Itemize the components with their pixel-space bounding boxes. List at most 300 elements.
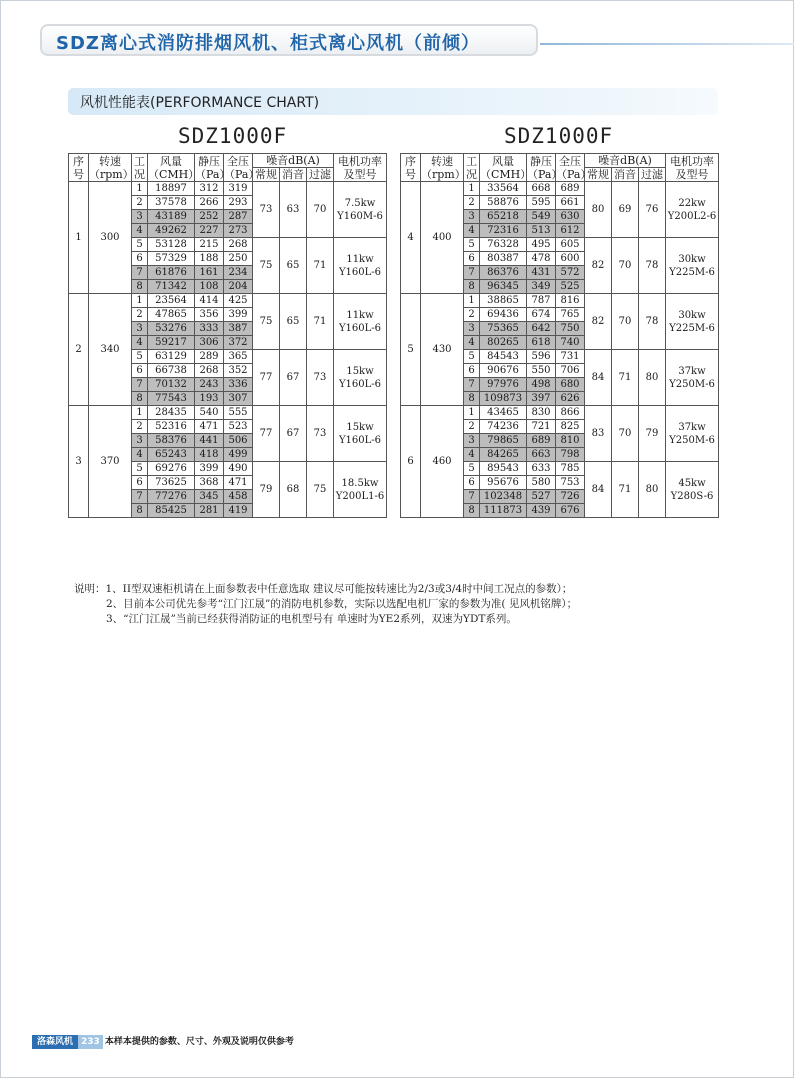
total-pressure-cell: 555 [224, 406, 253, 420]
motor-model: Y200L2-6 [667, 210, 717, 222]
total-pressure-cell: 490 [224, 462, 253, 476]
table-row [401, 294, 719, 308]
flow-cell: 74236 [480, 420, 527, 434]
flow-cell: 80387 [480, 252, 527, 266]
static-pressure-cell: 618 [527, 336, 556, 350]
flow-cell: 80265 [480, 336, 527, 350]
cond-cell: 5 [464, 350, 480, 364]
motor-model: Y160M-6 [337, 210, 383, 222]
motor-power: 45kw [678, 477, 706, 489]
speed-cell: 430 [421, 294, 464, 406]
model-title-right: SDZ1000F [504, 124, 614, 148]
noise-normal-cell: 82 [585, 238, 612, 294]
page-title: SDZ离心式消防排烟风机、柜式离心风机（前倾） [56, 33, 480, 54]
cond-cell: 5 [132, 462, 148, 476]
cond-cell: 6 [132, 364, 148, 378]
static-pressure-cell: 513 [527, 224, 556, 238]
flow-cell: 59217 [148, 336, 195, 350]
static-pressure-cell: 418 [195, 448, 224, 462]
total-pressure-cell: 204 [224, 280, 253, 294]
cond-cell: 5 [132, 238, 148, 252]
flow-cell: 97976 [480, 378, 527, 392]
motor-model: Y225M-6 [669, 322, 715, 334]
cond-cell: 6 [464, 252, 480, 266]
total-pressure-cell: 525 [556, 280, 585, 294]
cond-cell: 8 [132, 392, 148, 406]
flow-cell: 86376 [480, 266, 527, 280]
noise-filtered-cell: 71 [307, 238, 334, 294]
noise-filtered-cell: 80 [639, 462, 666, 518]
total-pressure-cell: 798 [556, 448, 585, 462]
motor-cell [666, 350, 719, 406]
table-row [401, 182, 719, 196]
header-flow: 风量 （CMH） [480, 154, 532, 181]
flow-cell: 111873 [480, 504, 527, 518]
header-noise: 噪音dB(A) [585, 154, 666, 168]
motor-power: 11kw [346, 309, 374, 321]
motor-cell [334, 406, 387, 462]
flow-cell: 49262 [148, 224, 195, 238]
seq-cell: 1 [69, 182, 89, 294]
static-pressure-cell: 345 [195, 490, 224, 504]
static-pressure-cell: 498 [527, 378, 556, 392]
header-noise-silenced: 消音 [612, 168, 639, 182]
motor-cell [334, 238, 387, 294]
performance-table-right [400, 153, 719, 518]
static-pressure-cell: 266 [195, 196, 224, 210]
cond-cell: 5 [132, 350, 148, 364]
motor-power: 11kw [346, 253, 374, 265]
notes-label: 说明： [74, 583, 106, 595]
motor-model: Y160L-6 [338, 434, 382, 446]
cond-cell: 5 [464, 238, 480, 252]
noise-filtered-cell: 73 [307, 406, 334, 462]
noise-filtered-cell: 78 [639, 294, 666, 350]
header-condition: 工况 [132, 154, 148, 182]
table-row [69, 294, 387, 308]
static-pressure-cell: 642 [527, 322, 556, 336]
cond-cell: 2 [132, 308, 148, 322]
static-pressure-cell: 596 [527, 350, 556, 364]
flow-cell: 90676 [480, 364, 527, 378]
noise-silenced-cell: 71 [612, 350, 639, 406]
static-pressure-cell: 399 [195, 462, 224, 476]
speed-cell: 300 [89, 182, 132, 294]
cond-cell: 7 [464, 266, 480, 280]
flow-cell: 66738 [148, 364, 195, 378]
cond-cell: 6 [464, 476, 480, 490]
cond-cell: 2 [132, 196, 148, 210]
flow-cell: 57329 [148, 252, 195, 266]
performance-table-left [68, 153, 387, 518]
seq-cell: 6 [401, 406, 421, 518]
static-pressure-cell: 580 [527, 476, 556, 490]
static-pressure-cell: 356 [195, 308, 224, 322]
static-pressure-cell: 549 [527, 210, 556, 224]
total-pressure-cell: 336 [224, 378, 253, 392]
motor-power: 15kw [346, 365, 374, 377]
cond-cell: 3 [132, 434, 148, 448]
noise-normal-cell: 84 [585, 350, 612, 406]
motor-cell [334, 182, 387, 238]
noise-normal-cell: 73 [253, 182, 280, 238]
motor-cell [666, 182, 719, 238]
total-pressure-cell: 319 [224, 182, 253, 196]
model-title-left: SDZ1000F [178, 124, 288, 148]
motor-power: 30kw [678, 309, 706, 321]
motor-power: 37kw [678, 421, 706, 433]
noise-silenced-cell: 71 [612, 462, 639, 518]
cond-cell: 4 [464, 448, 480, 462]
flow-cell: 96345 [480, 280, 527, 294]
noise-filtered-cell: 76 [639, 182, 666, 238]
total-pressure-cell: 307 [224, 392, 253, 406]
note-line-2: 2、目前本公司优先参考“江门江晟”的消防电机参数，实际以选配电机厂家的参数为准( 见风机铭牌）； [106, 598, 578, 610]
static-pressure-cell: 193 [195, 392, 224, 406]
flow-cell: 53128 [148, 238, 195, 252]
header-noise-normal: 常规 [585, 168, 612, 182]
static-pressure-cell: 243 [195, 378, 224, 392]
total-pressure-cell: 612 [556, 224, 585, 238]
note-line-3: 3、“江门江晟”当前已经获得消防证的电机型号有 单速时为YE2系列，双速为YDT系列。 [106, 613, 517, 625]
total-pressure-cell: 750 [556, 322, 585, 336]
flow-cell: 70132 [148, 378, 195, 392]
header-motor: 电机功率及型号 [334, 154, 387, 182]
cond-cell: 3 [132, 322, 148, 336]
cond-cell: 6 [464, 364, 480, 378]
cond-cell: 3 [464, 322, 480, 336]
noise-normal-cell: 82 [585, 294, 612, 350]
total-pressure-cell: 572 [556, 266, 585, 280]
flow-cell: 89543 [480, 462, 527, 476]
cond-cell: 7 [464, 378, 480, 392]
total-pressure-cell: 765 [556, 308, 585, 322]
total-pressure-cell: 287 [224, 210, 253, 224]
flow-cell: 84265 [480, 448, 527, 462]
static-pressure-cell: 595 [527, 196, 556, 210]
total-pressure-cell: 785 [556, 462, 585, 476]
flow-cell: 95676 [480, 476, 527, 490]
static-pressure-cell: 689 [527, 434, 556, 448]
total-pressure-cell: 293 [224, 196, 253, 210]
total-pressure-cell: 661 [556, 196, 585, 210]
total-pressure-cell: 419 [224, 504, 253, 518]
noise-silenced-cell: 65 [280, 238, 307, 294]
cond-cell: 7 [132, 490, 148, 504]
motor-cell [666, 238, 719, 294]
motor-cell [666, 462, 719, 518]
total-pressure-cell: 605 [556, 238, 585, 252]
static-pressure-cell: 268 [195, 364, 224, 378]
flow-cell: 79865 [480, 434, 527, 448]
flow-cell: 69276 [148, 462, 195, 476]
static-pressure-cell: 439 [527, 504, 556, 518]
header-noise-filtered: 过滤 [307, 168, 334, 182]
motor-power: 15kw [346, 421, 374, 433]
total-pressure-cell: 268 [224, 238, 253, 252]
static-pressure-cell: 550 [527, 364, 556, 378]
table-row [401, 406, 719, 420]
cond-cell: 1 [464, 294, 480, 308]
motor-power: 30kw [678, 253, 706, 265]
header-motor: 电机功率及型号 [666, 154, 719, 182]
section-title: 风机性能表(PERFORMANCE CHART) [80, 95, 320, 111]
cond-cell: 6 [132, 252, 148, 266]
flow-cell: 72316 [480, 224, 527, 238]
noise-normal-cell: 79 [253, 462, 280, 518]
noise-silenced-cell: 69 [612, 182, 639, 238]
header-speed: 转速 （rpm） [89, 154, 134, 181]
flow-cell: 61876 [148, 266, 195, 280]
page-number: 233 [78, 1035, 103, 1049]
noise-normal-cell: 80 [585, 182, 612, 238]
footer [32, 1034, 294, 1048]
header-total-pressure: 全压 （Pa） [224, 154, 260, 181]
header-noise-normal: 常规 [253, 168, 280, 182]
motor-cell [334, 350, 387, 406]
motor-power: 22kw [678, 197, 706, 209]
flow-cell: 63129 [148, 350, 195, 364]
flow-cell: 84543 [480, 350, 527, 364]
header-noise-filtered: 过滤 [639, 168, 666, 182]
flow-cell: 85425 [148, 504, 195, 518]
noise-silenced-cell: 70 [612, 238, 639, 294]
noise-silenced-cell: 70 [612, 406, 639, 462]
cond-cell: 6 [132, 476, 148, 490]
flow-cell: 37578 [148, 196, 195, 210]
static-pressure-cell: 527 [527, 490, 556, 504]
flow-cell: 53276 [148, 322, 195, 336]
flow-cell: 58376 [148, 434, 195, 448]
noise-normal-cell: 83 [585, 406, 612, 462]
total-pressure-cell: 706 [556, 364, 585, 378]
noise-silenced-cell: 63 [280, 182, 307, 238]
cond-cell: 4 [132, 336, 148, 350]
flow-cell: 73625 [148, 476, 195, 490]
flow-cell: 65243 [148, 448, 195, 462]
static-pressure-cell: 495 [527, 238, 556, 252]
total-pressure-cell: 273 [224, 224, 253, 238]
total-pressure-cell: 523 [224, 420, 253, 434]
header-noise: 噪音dB(A) [253, 154, 334, 168]
motor-cell [666, 294, 719, 350]
static-pressure-cell: 188 [195, 252, 224, 266]
title-rule [540, 43, 794, 45]
speed-cell: 400 [421, 182, 464, 294]
flow-cell: 33564 [480, 182, 527, 196]
speed-cell: 460 [421, 406, 464, 518]
header-static-pressure: 静压 （Pa） [527, 154, 563, 181]
noise-filtered-cell: 78 [639, 238, 666, 294]
speed-cell: 370 [89, 406, 132, 518]
motor-cell [666, 406, 719, 462]
noise-filtered-cell: 70 [307, 182, 334, 238]
cond-cell: 8 [464, 392, 480, 406]
static-pressure-cell: 471 [195, 420, 224, 434]
cond-cell: 7 [132, 378, 148, 392]
total-pressure-cell: 506 [224, 434, 253, 448]
total-pressure-cell: 626 [556, 392, 585, 406]
flow-cell: 47865 [148, 308, 195, 322]
total-pressure-cell: 825 [556, 420, 585, 434]
flow-cell: 52316 [148, 420, 195, 434]
total-pressure-cell: 810 [556, 434, 585, 448]
static-pressure-cell: 161 [195, 266, 224, 280]
noise-filtered-cell: 71 [307, 294, 334, 350]
noise-silenced-cell: 67 [280, 350, 307, 406]
flow-cell: 77543 [148, 392, 195, 406]
seq-cell: 4 [401, 182, 421, 294]
section-header [68, 88, 718, 115]
title-banner [40, 24, 538, 56]
cond-cell: 8 [464, 504, 480, 518]
total-pressure-cell: 458 [224, 490, 253, 504]
noise-silenced-cell: 70 [612, 294, 639, 350]
total-pressure-cell: 816 [556, 294, 585, 308]
cond-cell: 5 [464, 462, 480, 476]
speed-cell: 340 [89, 294, 132, 406]
static-pressure-cell: 674 [527, 308, 556, 322]
cond-cell: 8 [132, 280, 148, 294]
static-pressure-cell: 281 [195, 504, 224, 518]
total-pressure-cell: 726 [556, 490, 585, 504]
total-pressure-cell: 753 [556, 476, 585, 490]
cond-cell: 7 [132, 266, 148, 280]
cond-cell: 4 [132, 224, 148, 238]
static-pressure-cell: 368 [195, 476, 224, 490]
total-pressure-cell: 680 [556, 378, 585, 392]
cond-cell: 2 [464, 420, 480, 434]
noise-filtered-cell: 79 [639, 406, 666, 462]
flow-cell: 76328 [480, 238, 527, 252]
cond-cell: 4 [464, 336, 480, 350]
static-pressure-cell: 108 [195, 280, 224, 294]
seq-cell: 3 [69, 406, 89, 518]
flow-cell: 18897 [148, 182, 195, 196]
static-pressure-cell: 333 [195, 322, 224, 336]
flow-cell: 65218 [480, 210, 527, 224]
total-pressure-cell: 387 [224, 322, 253, 336]
motor-model: Y160L-6 [338, 322, 382, 334]
total-pressure-cell: 399 [224, 308, 253, 322]
flow-cell: 58876 [480, 196, 527, 210]
header-flow: 风量 （CMH） [148, 154, 200, 181]
noise-silenced-cell: 65 [280, 294, 307, 350]
cond-cell: 2 [464, 308, 480, 322]
table-row [69, 406, 387, 420]
flow-cell: 77276 [148, 490, 195, 504]
flow-cell: 38865 [480, 294, 527, 308]
motor-model: Y250M-6 [669, 434, 715, 446]
flow-cell: 69436 [480, 308, 527, 322]
flow-cell: 28435 [148, 406, 195, 420]
static-pressure-cell: 668 [527, 182, 556, 196]
total-pressure-cell: 600 [556, 252, 585, 266]
total-pressure-cell: 425 [224, 294, 253, 308]
total-pressure-cell: 372 [224, 336, 253, 350]
total-pressure-cell: 740 [556, 336, 585, 350]
flow-cell: 109873 [480, 392, 527, 406]
noise-filtered-cell: 80 [639, 350, 666, 406]
static-pressure-cell: 633 [527, 462, 556, 476]
total-pressure-cell: 471 [224, 476, 253, 490]
total-pressure-cell: 499 [224, 448, 253, 462]
flow-cell: 23564 [148, 294, 195, 308]
total-pressure-cell: 676 [556, 504, 585, 518]
header-condition: 工况 [464, 154, 480, 182]
header-seq: 序号 [69, 154, 89, 182]
header-total-pressure: 全压 （Pa） [556, 154, 592, 181]
flow-cell: 71342 [148, 280, 195, 294]
header-static-pressure: 静压 （Pa） [195, 154, 231, 181]
motor-model: Y280S-6 [670, 490, 714, 502]
seq-cell: 5 [401, 294, 421, 406]
cond-cell: 4 [464, 224, 480, 238]
static-pressure-cell: 215 [195, 238, 224, 252]
motor-model: Y160L-6 [338, 378, 382, 390]
total-pressure-cell: 866 [556, 406, 585, 420]
flow-cell: 75365 [480, 322, 527, 336]
cond-cell: 2 [464, 196, 480, 210]
cond-cell: 2 [132, 420, 148, 434]
static-pressure-cell: 306 [195, 336, 224, 350]
motor-cell [334, 294, 387, 350]
static-pressure-cell: 227 [195, 224, 224, 238]
motor-power: 18.5kw [341, 477, 379, 489]
cond-cell: 1 [132, 294, 148, 308]
noise-silenced-cell: 67 [280, 406, 307, 462]
total-pressure-cell: 352 [224, 364, 253, 378]
static-pressure-cell: 441 [195, 434, 224, 448]
static-pressure-cell: 289 [195, 350, 224, 364]
noise-normal-cell: 75 [253, 238, 280, 294]
seq-cell: 2 [69, 294, 89, 406]
motor-model: Y160L-6 [338, 266, 382, 278]
cond-cell: 3 [464, 434, 480, 448]
notes [74, 582, 577, 627]
footer-brand: 洛森风机 [32, 1035, 78, 1049]
footer-disclaimer: 本样本提供的参数、尺寸、外观及说明仅供参考 [104, 1037, 294, 1047]
cond-cell: 1 [464, 406, 480, 420]
motor-cell [334, 462, 387, 518]
static-pressure-cell: 397 [527, 392, 556, 406]
motor-model: Y225M-6 [669, 266, 715, 278]
static-pressure-cell: 252 [195, 210, 224, 224]
noise-normal-cell: 77 [253, 350, 280, 406]
cond-cell: 8 [132, 504, 148, 518]
static-pressure-cell: 540 [195, 406, 224, 420]
cond-cell: 7 [464, 490, 480, 504]
total-pressure-cell: 731 [556, 350, 585, 364]
static-pressure-cell: 349 [527, 280, 556, 294]
note-line-1: 说明：1、II型双速柜机请在上面参数表中任意选取 建议尽可能按转速比为2/3或3/4时中间工况点的参数）； [74, 583, 573, 595]
total-pressure-cell: 250 [224, 252, 253, 266]
total-pressure-cell: 365 [224, 350, 253, 364]
header-noise-silenced: 消音 [280, 168, 307, 182]
static-pressure-cell: 663 [527, 448, 556, 462]
noise-filtered-cell: 75 [307, 462, 334, 518]
cond-cell: 3 [464, 210, 480, 224]
static-pressure-cell: 414 [195, 294, 224, 308]
flow-cell: 43465 [480, 406, 527, 420]
static-pressure-cell: 721 [527, 420, 556, 434]
noise-silenced-cell: 68 [280, 462, 307, 518]
total-pressure-cell: 234 [224, 266, 253, 280]
cond-cell: 4 [132, 448, 148, 462]
motor-model: Y250M-6 [669, 378, 715, 390]
flow-cell: 43189 [148, 210, 195, 224]
cond-cell: 1 [132, 182, 148, 196]
